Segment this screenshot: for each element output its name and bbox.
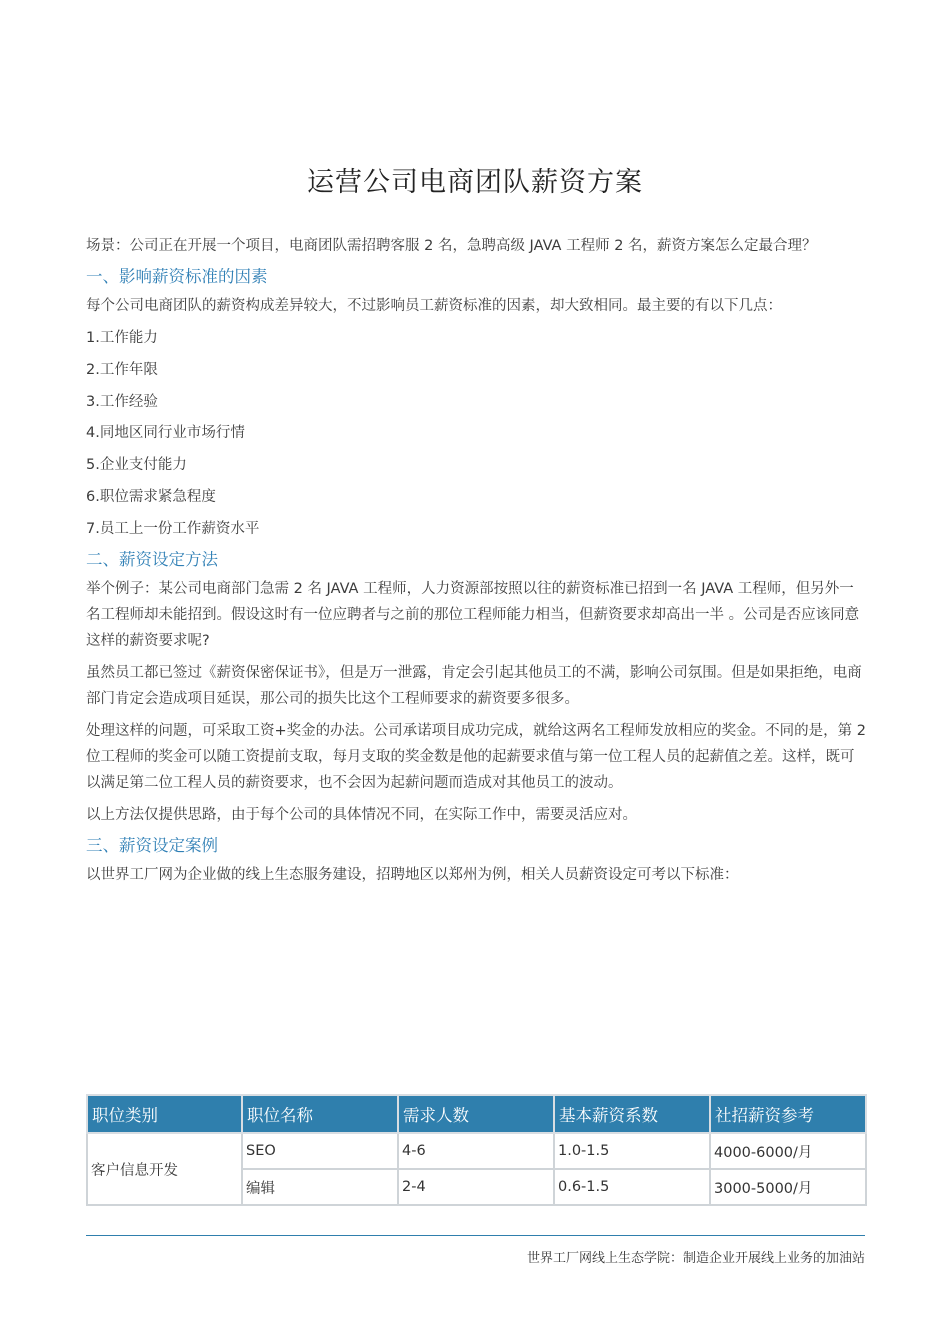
footer-divider	[86, 1235, 865, 1236]
category-cell: 客户信息开发	[87, 1133, 242, 1205]
table-header-cell: 需求人数	[398, 1095, 554, 1133]
list-item: 6.职位需求紧急程度	[86, 488, 216, 505]
table-cell: SEO	[242, 1133, 398, 1169]
method-paragraph: 以上方法仅提供思路，由于每个公司的具体情况不同，在实际工作中，需要灵活应对。	[86, 806, 637, 823]
method-paragraph: 处理这样的问题，可采取工资+奖金的办法。公司承诺项目成功完成，就给这两名工程师发放相应的奖金。不同的是，第 2 位工程师的奖金可以随工资提前支取，每月支取的奖金数是他的起薪要求值与第一位工程人员的起薪值之差。这样，既可以满足第二位工程人员的薪资要求，也不会因为起薪问题而造成对其他员工的波动。	[86, 722, 866, 791]
table-cell: 0.6-1.5	[554, 1169, 710, 1205]
section-heading-method: 二、薪资设定方法	[86, 549, 218, 569]
list-item: 4.同地区同行业市场行情	[86, 425, 245, 442]
table-header-cell: 社招薪资参考	[710, 1095, 866, 1133]
method-paragraph: 虽然员工都已签过《薪资保密保证书》，但是万一泄露，肯定会引起其他员工的不满，影响公司氛围。但是如果拒绝，电商部门肯定会造成项目延误，那公司的损失比这个工程师要求的薪资要多很多。	[86, 664, 862, 707]
scene-paragraph: 场景：公司正在开展一个项目，电商团队需招聘客服 2 名，急聘高级 JAVA 工程师 2 名，薪资方案怎么定最合理？	[86, 238, 817, 254]
table-row	[87, 1133, 866, 1169]
table-cell: 3000-5000/月	[710, 1169, 866, 1205]
list-item: 1.工作能力	[86, 330, 158, 346]
list-item: 7.员工上一份工作薪资水平	[86, 520, 260, 537]
table-header-cell: 职位名称	[242, 1095, 398, 1133]
table-header-row	[87, 1095, 866, 1133]
table-cell: 2-4	[398, 1169, 554, 1205]
case-intro: 以世界工厂网为企业做的线上生态服务建设，招聘地区以郑州为例，相关人员薪资设定可考以下标准：	[86, 866, 739, 883]
table-header-cell: 职位类别	[87, 1095, 242, 1133]
method-paragraph: 举个例子：某公司电商部门急需 2 名 JAVA 工程师，人力资源部按照以往的薪资标准已招到一名 JAVA 工程师，但另外一名工程师却未能招到。假设这时有一位应聘者与之前的那位工程师能力相当，但薪资要求却高出一半 。公司是否应该同意这样的薪资要求呢?	[86, 580, 860, 649]
table-cell: 编辑	[242, 1169, 398, 1205]
footer-tagline: 世界工厂网线上生态学院：制造企业开展线上业务的加油站	[526, 1251, 865, 1266]
list-item: 5.企业支付能力	[86, 457, 187, 474]
table-header-cell: 基本薪资系数	[554, 1095, 710, 1133]
table-cell: 4-6	[398, 1133, 554, 1169]
list-item: 3.工作经验	[86, 393, 158, 410]
table-cell: 1.0-1.5	[554, 1133, 710, 1169]
page-title: 运营公司电商团队薪资方案	[307, 167, 643, 198]
section-heading-case: 三、薪资设定案例	[86, 835, 218, 855]
document-body	[86, 233, 868, 894]
section-heading-factors: 一、影响薪资标准的因素	[86, 267, 268, 286]
table-cell: 4000-6000/月	[710, 1133, 866, 1169]
factors-intro: 每个公司电商团队的薪资构成差异较大，不过影响员工薪资标准的因素，却大致相同。最主要的有以下几点：	[86, 298, 782, 314]
list-item: 2.工作年限	[86, 361, 158, 378]
salary-table	[86, 1094, 867, 1206]
